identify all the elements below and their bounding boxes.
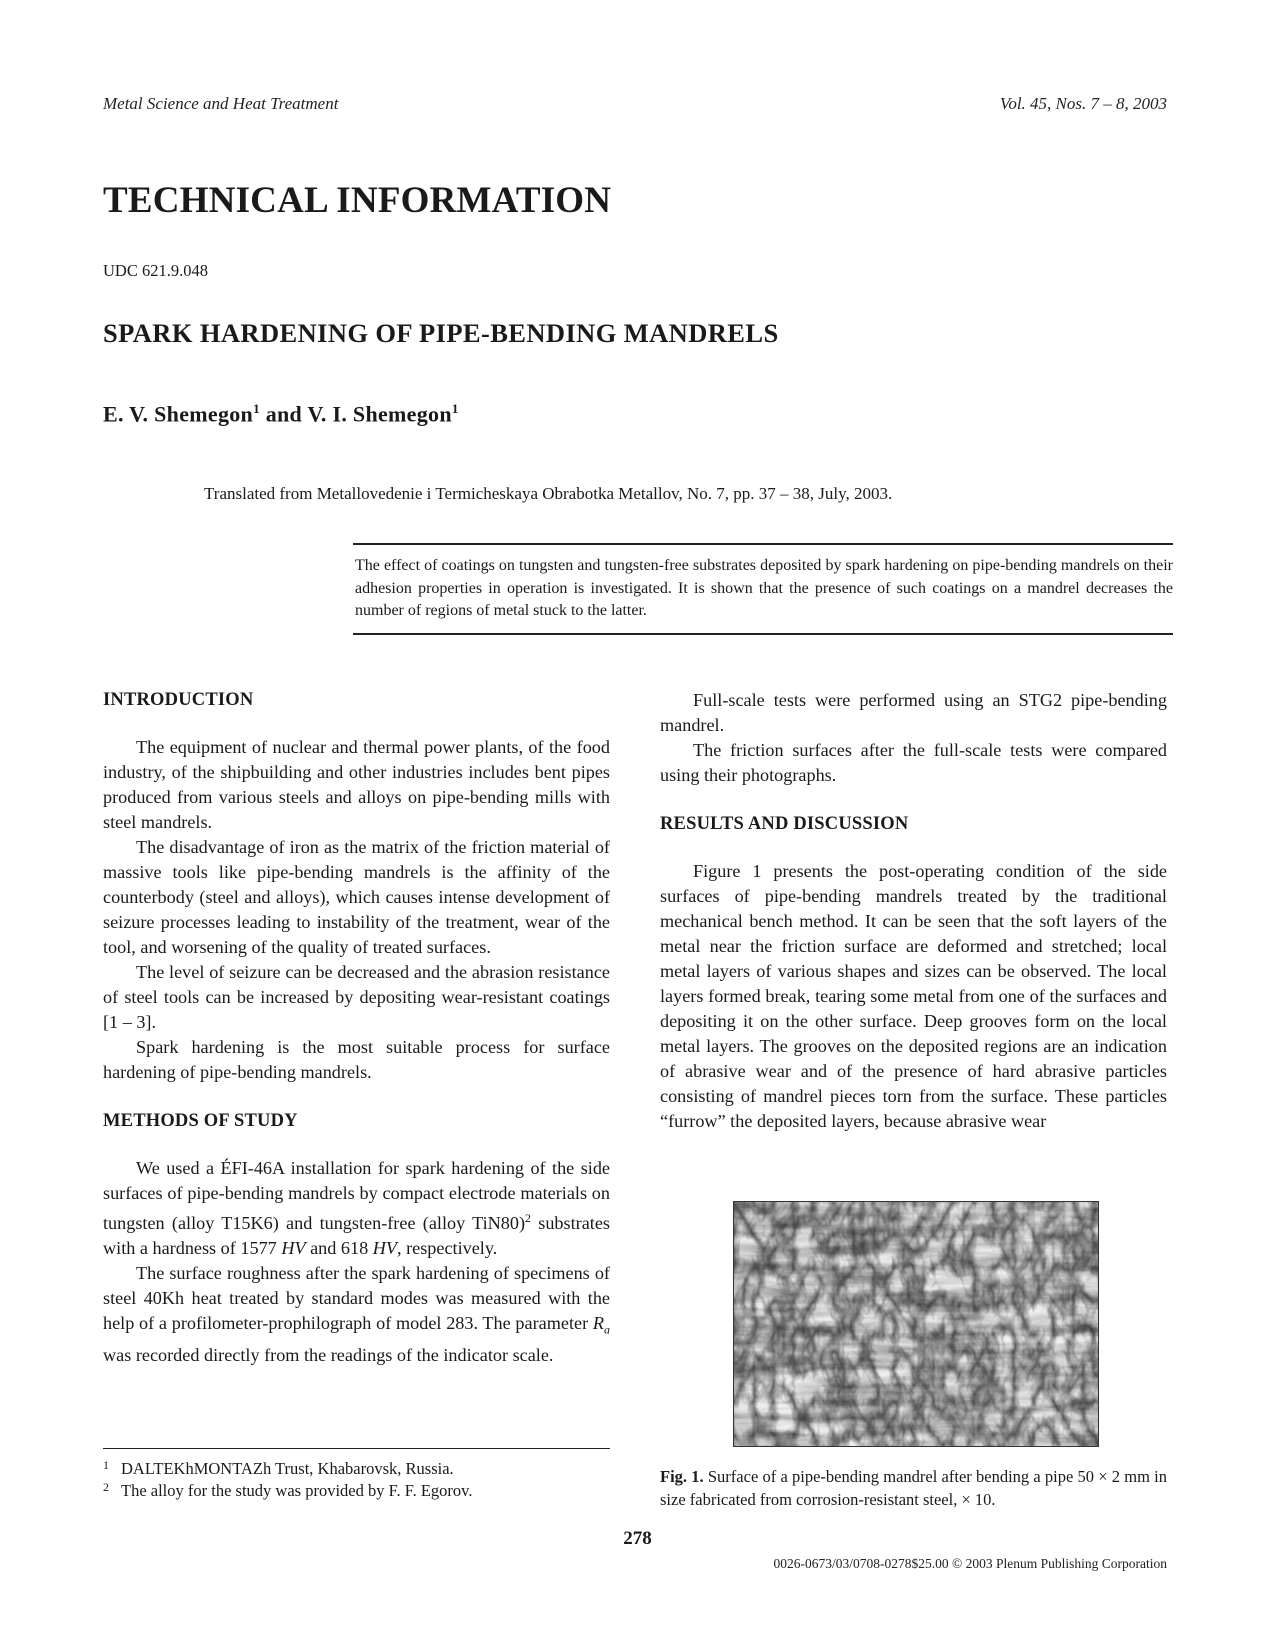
footnote: 1 DALTEKhMONTAZh Trust, Khabarovsk, Russia. [103, 1458, 454, 1478]
methods-paragraph: We used a ÉFI-46A installation for spark hardening of the side surfaces of pipe-bending mandrels by compact electrode materials on tungsten (alloy T15K6) and tungsten-free (alloy TiN80)$^2$ substrates with a hardness of 1577 HV and 618 HV, respectively. [103, 1158, 610, 1259]
copyright-line: 0026-0673/03/0708-0278$25.00 © 2003 Plenum Publishing Corporation [773, 1556, 1167, 1571]
footnote-divider [103, 1448, 610, 1449]
volume-info: Vol. 45, Nos. 7 – 8, 2003 [999, 94, 1167, 113]
footnotes [103, 1458, 610, 1502]
page-number: 278 [623, 1528, 652, 1549]
results-paragraph: Figure 1 presents the post-operating condition of the side surfaces of pipe-bending mandrels treated by the traditional mechanical bench method. It can be seen that the soft layers of the metal near the friction surface are deformed and stretched; local metal layers of various shapes and sizes can be observed. The local layers formed break, tearing some metal from one of the surfaces and depositing it on the other surface. Deep grooves form on the local metal layers. The grooves on the deposited regions are an indication of abrasive wear and of the presence of hard abrasive particles consisting of mandrel pieces torn from the surface. These particles “furrow” the deposited layers, because abrasive wear [660, 861, 1167, 1131]
author-1: E. V. Shemegon [103, 401, 254, 427]
metal-surface-photo [734, 1202, 1098, 1446]
abstract: The effect of coatings on tungsten and tungsten-free substrates deposited by spark hardening on pipe-bending mandrels on their adhesion properties in operation is investigated. It is shown that the presence of such coatings on a mandrel decreases the number of regions of metal stuck to the latter. [353, 543, 1173, 635]
figure-1-photo [733, 1201, 1099, 1447]
results-heading: RESULTS AND DISCUSSION [660, 814, 909, 834]
methods-paragraph: The surface roughness after the spark hardening of specimens of steel 40Kh heat treated by standard modes was measured with the help of a profilometer-prophilograph of model 283. The parameter $R_a$ was recorded directly from the readings of the indicator scale. [103, 1263, 610, 1365]
introduction-paragraph: Spark hardening is the most suitable process for surface hardening of pipe-bending mandrels. [103, 1037, 610, 1082]
left-column [103, 688, 610, 1368]
right-column [660, 688, 1167, 1134]
author-2: V. I. Shemegon [307, 401, 452, 427]
introduction-paragraph: The equipment of nuclear and thermal power plants, of the food industry, of the shipbuilding and other industries includes bent pipes produced from various steels and alloys on pipe-bending mills with steel mandrels. [103, 737, 610, 832]
figure-label: Fig. 1. [660, 1467, 704, 1486]
authors [103, 401, 459, 427]
author-2-affiliation-mark: 1 [451, 401, 459, 416]
footnote-ref: 2 [525, 1211, 532, 1225]
introduction-paragraph: The disadvantage of iron as the matrix of the friction material of massive tools like pipe-bending mandrels is the affinity of the counterbody (steel and alloys), which causes intense development of seizure processes leading to instability of the treatment, wear of the tool, and worsening of the quality of treated surfaces. [103, 837, 610, 957]
journal-name: Metal Science and Heat Treatment [103, 94, 339, 113]
introduction-heading: INTRODUCTION [103, 690, 254, 710]
figure-caption [660, 1465, 1167, 1511]
right-paragraph: Full-scale tests were performed using an STG2 pipe-bending mandrel. [660, 690, 1167, 735]
figure-caption-text: Surface of a pipe-bending mandrel after bending a pipe 50 × 2 mm in size fabricated from corrosion-resistant steel, × 10. [660, 1467, 1168, 1509]
methods-heading: METHODS OF STUDY [103, 1111, 298, 1131]
section-label: TECHNICAL INFORMATION [103, 180, 612, 221]
authors-conjunction: and [265, 401, 303, 427]
right-paragraph: The friction surfaces after the full-scale tests were compared using their photographs. [660, 740, 1167, 785]
introduction-paragraph: The level of seizure can be decreased and the abrasion resistance of steel tools can be increased by depositing wear-resistant coatings [1 – 3]. [103, 962, 610, 1032]
udc-code: UDC 621.9.048 [103, 261, 208, 280]
translation-note: Translated from Metallovedenie i Termicheskaya Obrabotka Metallov, No. 7, pp. 37 – 38, July, 2003. [204, 484, 893, 503]
footnote: 2 The alloy for the study was provided by F. F. Egorov. [103, 1480, 473, 1500]
author-1-affiliation-mark: 1 [253, 401, 260, 416]
article-title: SPARK HARDENING OF PIPE-BENDING MANDRELS [103, 318, 779, 348]
